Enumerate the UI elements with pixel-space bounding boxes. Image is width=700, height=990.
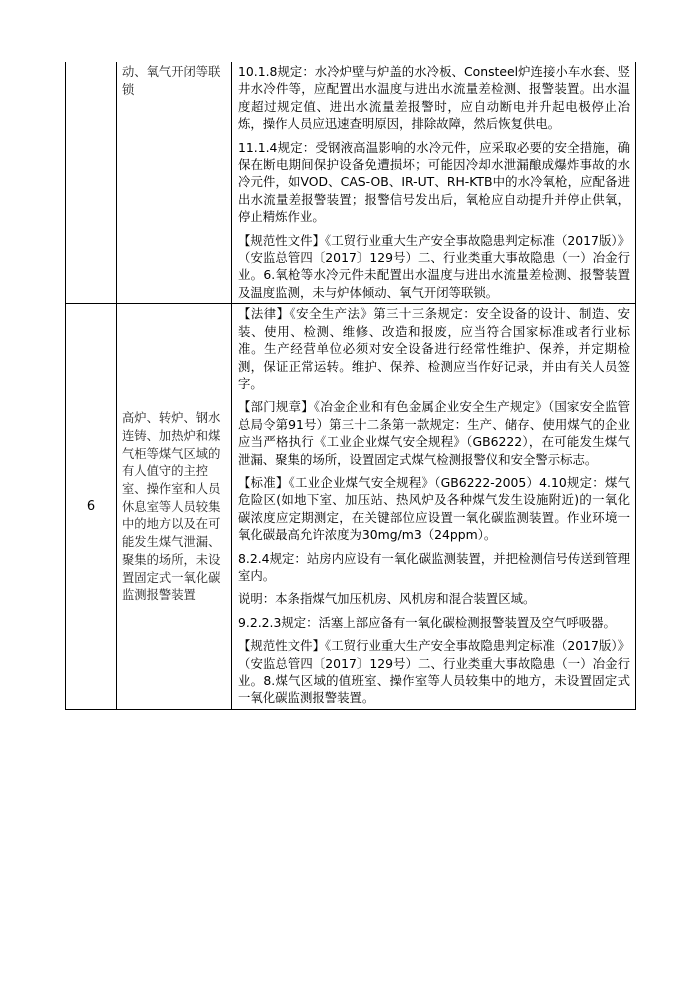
hazard-table <box>65 62 636 710</box>
hazard-item-text: 动、氧气开闭等联锁 <box>122 65 221 97</box>
row-number: 6 <box>66 304 117 710</box>
hazard-item-cell <box>117 62 232 304</box>
basis-paragraph: 11.1.4规定：受钢液高温影响的水冷元件，应采取必要的安全措施，确保在断电期间保护设备免遭损坏；可能因冷却水泄漏酿成爆炸事故的水冷元件，如VOD、CAS-OB、IR-UT、RH-KTB中的水冷氧枪，应配备进出水流量差报警装置；报警信号发出后，氧枪应自动提升并停止供氧，停止精炼作业。 <box>238 139 630 225</box>
row-number <box>66 62 117 304</box>
basis-paragraph: 【规范性文件】《工贸行业重大生产安全事故隐患判定标准（2017版）》（安监总管四〔2017〕129号）二、行业类重大事故隐患（一）冶金行业。8.煤气区域的值班室、操作室等人员较集中的地方，未设置固定式一氧化碳监测报警装置。 <box>238 638 630 706</box>
basis-cell <box>232 62 636 304</box>
basis-cell <box>232 304 636 710</box>
basis-paragraph: 10.1.8规定：水冷炉壁与炉盖的水冷板、Consteel炉连接小车水套、竖井水冷件等，应配置出水温度与进出水流量差检测、报警装置。出水温度超过规定值、进出水流量差报警时，应自动断电并升起电极停止冶炼，操作人员应迅速查明原因，排除故障，然后恢复供电。 <box>238 64 630 132</box>
basis-paragraph: 【标准】《工业企业煤气安全规程》（GB6222-2005）4.10规定：煤气危险区(如地下室、加压站、热风炉及各种煤气发生设施附近)的一氧化碳浓度应定期测定，在关键部位应设置一氧化碳监测装置。作业环境一氧化碳最高允许浓度为30mg/m3（24ppm）。 <box>238 474 630 543</box>
hazard-item-cell <box>117 304 232 710</box>
basis-paragraph: 【规范性文件】《工贸行业重大生产安全事故隐患判定标准（2017版）》（安监总管四〔2017〕129号）二、行业类重大事故隐患（一）冶金行业。6.氧枪等水冷元件未配置出水温度与进出水流量差检测、报警装置及温度监测，未与炉体倾动、氧气开闭等联锁。 <box>238 232 630 300</box>
hazard-item-text: 高炉、转炉、钢水连铸、加热炉和煤气柜等煤气区域的有人值守的主控室、操作室和人员休息室等人员较集中的地方以及在可能发生煤气泄漏、聚集的场所，未设置固定式一氧化碳监测报警装置 <box>122 411 221 603</box>
basis-paragraph: 说明：本条指煤气加压机房、风机房和混合装置区域。 <box>238 591 536 607</box>
basis-paragraph: 8.2.4规定：站房内应设有一氧化碳监测装置，并把检测信号传送到管理室内。 <box>238 550 630 583</box>
basis-paragraph: 【法律】《安全生产法》第三十三条规定：安全设备的设计、制造、安装、使用、检测、维修、改造和报废，应当符合国家标准或者行业标准。生产经营单位必须对安全设备进行经常性维护、保养，并定期检测，保证正常运转。维护、保养、检测应当作好记录，并由有关人员签字。 <box>238 306 630 391</box>
basis-paragraph: 9.2.2.3规定：活塞上部应备有一氧化碳检测报警装置及空气呼吸器。 <box>238 614 616 630</box>
basis-paragraph: 【部门规章】《冶金企业和有色金属企业安全生产规定》（国家安全监管总局令第91号）第三十二条第一款规定：生产、储存、使用煤气的企业应当严格执行《工业企业煤气安全规程》（GB6222），在可能发生煤气泄漏、聚集的场所，设置固定式煤气检测报警仪和安全警示标志。 <box>238 399 630 467</box>
table-row <box>66 62 636 304</box>
table-row <box>66 304 636 710</box>
